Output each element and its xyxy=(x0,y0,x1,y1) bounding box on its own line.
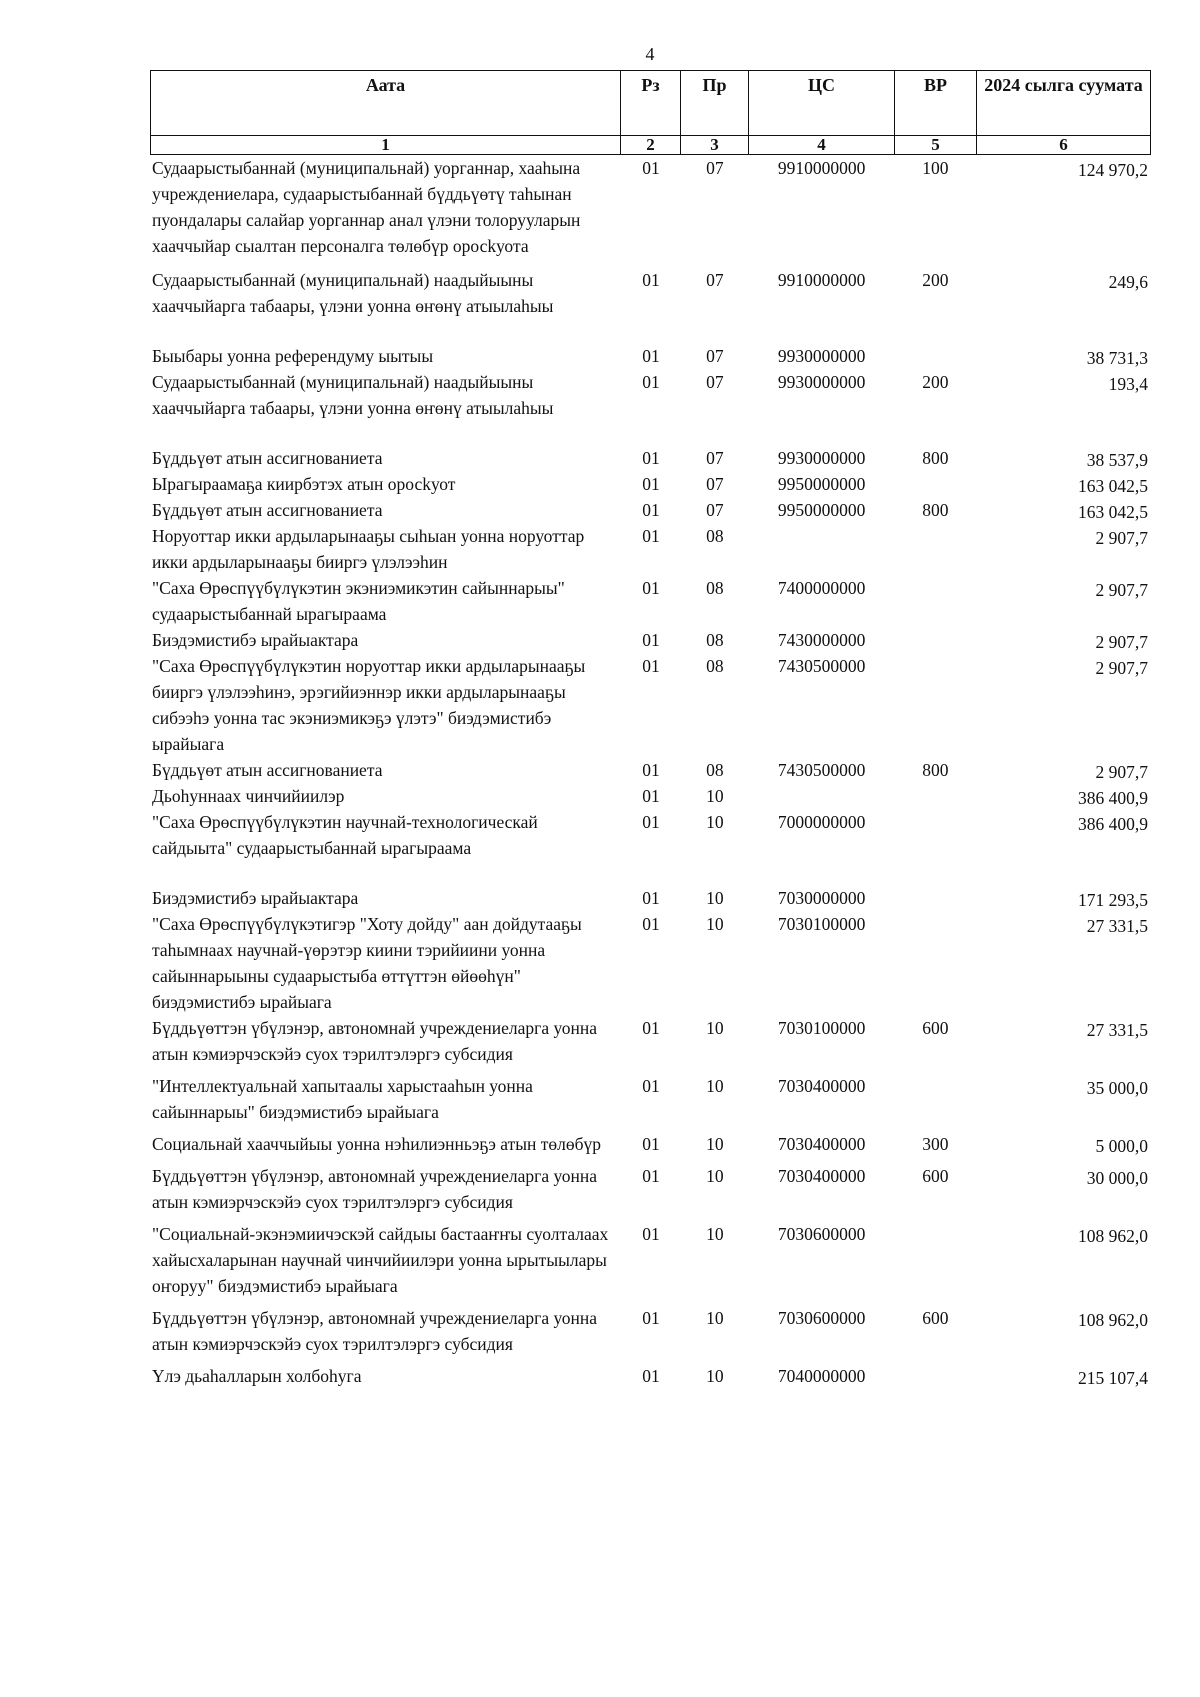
header-num: 5 xyxy=(895,136,977,155)
cell-rz: 01 xyxy=(642,1224,660,1244)
table-row xyxy=(150,1131,1150,1157)
table-row xyxy=(150,343,1150,369)
cell-pr: 10 xyxy=(706,1224,724,1244)
header-sum: 2024 сылга суумата xyxy=(977,71,1151,136)
table-row xyxy=(150,911,1150,1015)
cell-sum-value: 2 907,7 xyxy=(1095,762,1148,782)
table-row xyxy=(150,809,1150,861)
cell-sum-value: 27 331,5 xyxy=(1086,916,1148,936)
cell-name: Биэдэмистибэ ырайыактара xyxy=(152,630,359,650)
cell-sum-value: 386 400,9 xyxy=(1077,788,1148,808)
cell-pr: 10 xyxy=(706,1366,724,1386)
cell-name: "Саха Өрөспүүбүлүкэтигэр "Хоту дойду" аан дойдутааҕы таһымнаах научнай-үөрэтэр киини тэрийиини уонна сайыннарыыны судаарыстыба өттүттэн өйөөһүн" биэдэмистибэ ырайыага xyxy=(152,914,582,1012)
cell-sum xyxy=(976,627,1150,653)
cell-vr: 200 xyxy=(922,270,949,290)
cell-sum xyxy=(976,1073,1150,1099)
cell-sum-value: 163 042,5 xyxy=(1077,476,1148,496)
cell-cs: 9930000000 xyxy=(777,346,866,366)
cell-cs: 7000000000 xyxy=(777,812,866,832)
header-num: 3 xyxy=(681,136,749,155)
cell-pr: 08 xyxy=(706,578,724,598)
cell-vr: 600 xyxy=(922,1166,949,1186)
table-row xyxy=(150,575,1150,627)
cell-sum-value: 124 970,2 xyxy=(1077,160,1148,180)
cell-cs: 7430500000 xyxy=(777,656,866,676)
cell-name: Бүддьүөттэн үбүлэнэр, автономнай учреждениеларга уонна атын кэмиэрчэскэйэ суох тэрилтэлэргэ субсидия xyxy=(152,1166,598,1212)
cell-sum-value: 193,4 xyxy=(1108,374,1148,394)
cell-pr: 07 xyxy=(706,500,724,520)
cell-vr: 200 xyxy=(922,372,949,392)
cell-name: Судаарыстыбаннай (муниципальнай) наадыйыыны хааччыйарга табаары, үлэни уонна өҥөнү атыылаһыы xyxy=(152,372,554,418)
cell-rz: 01 xyxy=(642,812,660,832)
cell-pr: 10 xyxy=(706,812,724,832)
cell-name: Үлэ дьаһалларын холбоһуга xyxy=(152,1366,362,1386)
cell-vr: 800 xyxy=(922,448,949,468)
cell-pr: 10 xyxy=(706,1134,724,1154)
table-row xyxy=(150,1015,1150,1067)
cell-sum-value: 108 962,0 xyxy=(1077,1226,1148,1246)
cell-sum xyxy=(976,1363,1150,1389)
cell-sum xyxy=(976,497,1150,523)
cell-rz: 01 xyxy=(642,630,660,650)
cell-rz: 01 xyxy=(642,1366,660,1386)
cell-pr: 07 xyxy=(706,372,724,392)
cell-rz: 01 xyxy=(642,1076,660,1096)
cell-cs: 7030000000 xyxy=(777,888,866,908)
cell-sum-value: 30 000,0 xyxy=(1086,1168,1148,1188)
cell-sum-value: 5 000,0 xyxy=(1095,1136,1148,1156)
cell-sum xyxy=(976,267,1150,293)
cell-rz: 01 xyxy=(642,1134,660,1154)
cell-cs: 7430000000 xyxy=(777,630,866,650)
cell-rz: 01 xyxy=(642,500,660,520)
table-row xyxy=(150,627,1150,653)
cell-sum-value: 38 731,3 xyxy=(1086,348,1148,368)
cell-pr: 10 xyxy=(706,914,724,934)
cell-sum xyxy=(976,1163,1150,1189)
cell-pr: 10 xyxy=(706,1018,724,1038)
cell-sum xyxy=(976,471,1150,497)
cell-sum-value: 2 907,7 xyxy=(1095,528,1148,548)
cell-rz: 01 xyxy=(642,914,660,934)
cell-pr: 08 xyxy=(706,656,724,676)
cell-pr: 10 xyxy=(706,786,724,806)
cell-name: Биэдэмистибэ ырайыактара xyxy=(152,888,359,908)
page-number: 4 xyxy=(645,44,655,64)
cell-cs: 7030400000 xyxy=(777,1134,866,1154)
table-row xyxy=(150,885,1150,911)
cell-vr: 600 xyxy=(922,1308,949,1328)
table-row xyxy=(150,445,1150,471)
header-cs: ЦС xyxy=(749,71,895,136)
cell-sum-value: 249,6 xyxy=(1108,272,1148,292)
cell-sum xyxy=(976,445,1150,471)
cell-sum xyxy=(976,1221,1150,1247)
cell-rz: 01 xyxy=(642,270,660,290)
cell-cs: 7030100000 xyxy=(777,1018,866,1038)
cell-sum-value: 163 042,5 xyxy=(1077,502,1148,522)
cell-rz: 01 xyxy=(642,372,660,392)
table-row xyxy=(150,1163,1150,1215)
cell-vr: 100 xyxy=(922,158,949,178)
cell-sum xyxy=(976,343,1150,369)
header-num: 2 xyxy=(621,136,681,155)
cell-rz: 01 xyxy=(642,888,660,908)
table-row xyxy=(150,267,1150,319)
cell-rz: 01 xyxy=(642,346,660,366)
cell-name: Бүддьүөт атын ассигнованиета xyxy=(152,760,383,780)
table-header xyxy=(150,70,1151,155)
cell-sum xyxy=(976,757,1150,783)
cell-pr: 10 xyxy=(706,1166,724,1186)
cell-vr: 600 xyxy=(922,1018,949,1038)
cell-rz: 01 xyxy=(642,1308,660,1328)
table-body xyxy=(150,155,1150,1389)
budget-table xyxy=(150,70,1150,1389)
header-rz: Рз xyxy=(621,71,681,136)
header-num: 6 xyxy=(977,136,1151,155)
table-row xyxy=(150,653,1150,757)
cell-name: "Социальнай-экэнэмиичэскэй сайдыы бастааҥҥы суолталаах хайысхаларынан научнай чинчийиилэри уонна ырытыылары оҥоруу" биэдэмистибэ ырайыага xyxy=(152,1224,609,1296)
cell-rz: 01 xyxy=(642,1166,660,1186)
cell-pr: 07 xyxy=(706,270,724,290)
cell-sum-value: 171 293,5 xyxy=(1077,890,1148,910)
cell-pr: 07 xyxy=(706,448,724,468)
cell-rz: 01 xyxy=(642,656,660,676)
cell-rz: 01 xyxy=(642,474,660,494)
cell-pr: 10 xyxy=(706,888,724,908)
cell-pr: 08 xyxy=(706,526,724,546)
cell-name: "Интеллектуальнай хапытаалы харыстааһын уонна сайыннарыы" биэдэмистибэ ырайыага xyxy=(152,1076,533,1122)
cell-name: "Саха Өрөспүүбүлүкэтин экэниэмикэтин сайыннарыы" судаарыстыбаннай ырагыраама xyxy=(152,578,565,624)
cell-name: Социальнай хааччыйыы уонна нэһилиэнньэҕэ атын төлөбүр xyxy=(152,1134,602,1154)
table-row xyxy=(150,497,1150,523)
table-row xyxy=(150,155,1150,259)
cell-rz: 01 xyxy=(642,158,660,178)
cell-sum-value: 27 331,5 xyxy=(1086,1020,1148,1040)
cell-sum-value: 108 962,0 xyxy=(1077,1310,1148,1330)
table-row xyxy=(150,523,1150,575)
header-vr: ВР xyxy=(895,71,977,136)
cell-vr: 800 xyxy=(922,760,949,780)
cell-rz: 01 xyxy=(642,526,660,546)
cell-rz: 01 xyxy=(642,578,660,598)
cell-sum xyxy=(976,369,1150,395)
cell-rz: 01 xyxy=(642,760,660,780)
cell-name: "Саха Өрөспүүбүлүкэтин норуоттар икки ардыларынааҕы бииргэ үлэлээһинэ, эрэгийиэннэр икки ардыларынааҕы сибээһэ уонна тас экэниэмикэҕэ үлэтэ" биэдэмистибэ ырайыага xyxy=(152,656,586,754)
cell-pr: 08 xyxy=(706,630,724,650)
table-row xyxy=(150,369,1150,421)
cell-cs: 7430500000 xyxy=(777,760,866,780)
cell-sum-value: 215 107,4 xyxy=(1077,1368,1148,1388)
cell-cs: 7030400000 xyxy=(777,1076,866,1096)
cell-cs: 9910000000 xyxy=(777,270,866,290)
header-num: 4 xyxy=(749,136,895,155)
cell-cs: 7030600000 xyxy=(777,1224,866,1244)
cell-sum-value: 386 400,9 xyxy=(1077,814,1148,834)
cell-sum xyxy=(976,575,1150,601)
cell-sum xyxy=(976,523,1150,549)
cell-sum-value: 2 907,7 xyxy=(1095,580,1148,600)
header-name: Аата xyxy=(151,71,621,136)
cell-cs: 7030400000 xyxy=(777,1166,866,1186)
cell-cs: 7030600000 xyxy=(777,1308,866,1328)
header-pr: Пр xyxy=(681,71,749,136)
cell-cs: 7030100000 xyxy=(777,914,866,934)
table-row xyxy=(150,1221,1150,1299)
cell-sum xyxy=(976,653,1150,679)
cell-sum xyxy=(976,911,1150,937)
cell-name: Бүддьүөт атын ассигнованиета xyxy=(152,500,383,520)
cell-sum-value: 2 907,7 xyxy=(1095,658,1148,678)
cell-pr: 08 xyxy=(706,760,724,780)
table-row xyxy=(150,1305,1150,1357)
cell-vr: 300 xyxy=(922,1134,949,1154)
table-row xyxy=(150,1073,1150,1125)
cell-name: Дьоһуннаах чинчийиилэр xyxy=(152,786,345,806)
cell-cs: 7400000000 xyxy=(777,578,866,598)
cell-pr: 10 xyxy=(706,1308,724,1328)
cell-sum-value: 35 000,0 xyxy=(1086,1078,1148,1098)
table-row xyxy=(150,783,1150,809)
cell-pr: 07 xyxy=(706,158,724,178)
cell-cs: 9930000000 xyxy=(777,448,866,468)
cell-sum xyxy=(976,809,1150,835)
cell-vr: 800 xyxy=(922,500,949,520)
cell-rz: 01 xyxy=(642,448,660,468)
cell-pr: 07 xyxy=(706,346,724,366)
header-num: 1 xyxy=(151,136,621,155)
table-row xyxy=(150,471,1150,497)
cell-rz: 01 xyxy=(642,786,660,806)
cell-sum xyxy=(976,1131,1150,1157)
cell-sum-value: 38 537,9 xyxy=(1086,450,1148,470)
cell-name: Бүддьүөттэн үбүлэнэр, автономнай учреждениеларга уонна атын кэмиэрчэскэйэ суох тэрилтэлэргэ субсидия xyxy=(152,1018,598,1064)
cell-name: Судаарыстыбаннай (муниципальнай) наадыйыыны хааччыйарга табаары, үлэни уонна өҥөнү атыылаһыы xyxy=(152,270,554,316)
cell-sum xyxy=(976,783,1150,809)
cell-sum xyxy=(976,155,1150,181)
table-row xyxy=(150,757,1150,783)
cell-cs: 7040000000 xyxy=(777,1366,866,1386)
cell-sum-value: 2 907,7 xyxy=(1095,632,1148,652)
cell-name: Быыбары уонна референдуму ыытыы xyxy=(152,346,434,366)
cell-name: "Саха Өрөспүүбүлүкэтин научнай-технологическай сайдыыта" судаарыстыбаннай ырагыраама xyxy=(152,812,538,858)
cell-sum xyxy=(976,885,1150,911)
cell-name: Судаарыстыбаннай (муниципальнай) уорганнар, хааһына учреждениелара, судаарыстыбаннай бүддьүөтү таһынан пуондалары салайар уорганнар анал үлэни толорууларын хааччыйар сыалтан персоналга төлөбүр оросkуота xyxy=(152,158,581,256)
cell-pr: 10 xyxy=(706,1076,724,1096)
cell-name: Норуоттар икки ардыларынааҕы сыһыан уонна норуоттар икки ардыларынааҕы бииргэ үлэлээһин xyxy=(152,526,585,572)
cell-cs: 9950000000 xyxy=(777,474,866,494)
cell-name: Бүддьүөттэн үбүлэнэр, автономнай учреждениеларга уонна атын кэмиэрчэскэйэ суох тэрилтэлэргэ субсидия xyxy=(152,1308,598,1354)
cell-cs: 9910000000 xyxy=(777,158,866,178)
cell-sum xyxy=(976,1015,1150,1041)
cell-sum xyxy=(976,1305,1150,1331)
cell-name: Бүддьүөт атын ассигнованиета xyxy=(152,448,383,468)
cell-pr: 07 xyxy=(706,474,724,494)
cell-rz: 01 xyxy=(642,1018,660,1038)
cell-name: Ырагыраамаҕа киирбэтэх атын оросkуот xyxy=(152,474,456,494)
cell-cs: 9950000000 xyxy=(777,500,866,520)
cell-cs: 9930000000 xyxy=(777,372,866,392)
table-row xyxy=(150,1363,1150,1389)
